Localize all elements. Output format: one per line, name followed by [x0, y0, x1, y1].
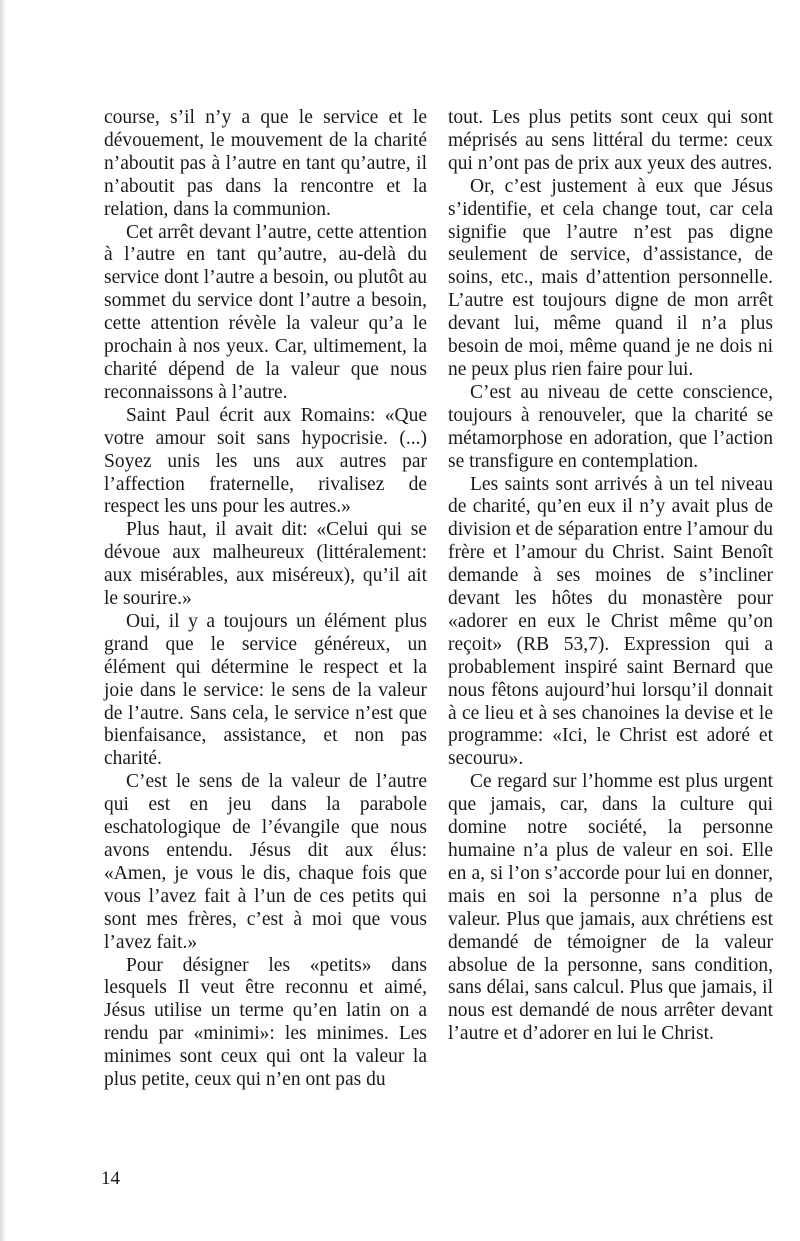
- paragraph: Cet arrêt devant l’autre, cette attention à l’autre en tant qu’autre, au-delà du service dont l’autre a besoin, ou plutôt au sommet du service dont l’autre a besoin, cette attention révèle la valeur qu’a le prochain à nos yeux. Car, ultimement, la charité dépend de la valeur que nous reconnaissons à l’autre.: [104, 221, 427, 403]
- paragraph: Ce regard sur l’homme est plus urgent que jamais, car, dans la culture qui domine notre société, la personne humaine n’a plus de valeur en soi. Elle en a, si l’on s’accorde pour lui en donner, mais en soi la personne n’a plus de valeur. Plus que jamais, aux chrétiens est demandé de témoigner de la valeur absolue de la personne, sans condition, sans délai, sans calcul. Plus que jamais, il nous est demandé de nous arrêter devant l’autre et d’adorer en lui le Christ.: [448, 771, 773, 1045]
- paragraph: Oui, il y a toujours un élément plus grand que le service généreux, un élément qui détermine le respect et la joie dans le service: le sens de la valeur de l’autre. Sans cela, le service n’est que bienfaisance, assistance, et non pas charité.: [104, 610, 427, 770]
- left-text-column: [104, 107, 427, 1092]
- paragraph: Saint Paul écrit aux Romains: «Que votre amour soit sans hypocrisie. (...) Soyez unis les uns aux autres par l’affection fraternelle, rivalisez de respect les uns pour les autres.»: [104, 404, 427, 518]
- paragraph: C’est le sens de la valeur de l’autre qui est en jeu dans la parabole eschatologique de l’évangile que nous avons entendu. Jésus dit aux élus: «Amen, je vous le dis, chaque fois que vous l’avez fait à l’un de ces petits qui sont mes frères, c’est à moi que vous l’avez fait.»: [104, 771, 427, 953]
- paragraph: Plus haut, il avait dit: «Celui qui se dévoue aux malheureux (littéralement: aux misérables, aux miséreux), qu’il ait le sourire.»: [104, 519, 427, 610]
- paragraph: Or, c’est justement à eux que Jésus s’identifie, et cela change tout, car cela signifie que l’autre n’est pas digne seulement de service, d’assistance, de soins, etc., mais d’attention personnelle. L’autre est toujours digne de mon arrêt devant lui, même quand il n’a plus besoin de moi, même quand je ne dois ni ne peux plus rien faire pour lui.: [448, 175, 773, 380]
- paragraph: Les saints sont arrivés à un tel niveau de charité, qu’en eux il n’y avait plus de division et de séparation entre l’amour du frère et l’amour du Christ. Saint Benoît demande à ses moines de s’incliner devant les hôtes du monastère pour «adorer en eux le Christ même qu’on reçoit» (RB 53,7). Expression qui a probablement inspiré saint Bernard que nous fêtons aujourd’hui lorsqu’il donnait à ce lieu et à ses chanoines la devise et le programme: «Ici, le Christ est adoré et secouru».: [448, 473, 773, 770]
- scan-edge-shadow: [0, 0, 6, 1241]
- page-number: 14: [101, 1168, 120, 1189]
- paragraph-continued: tout. Les plus petits sont ceux qui sont méprisés au sens littéral du terme: ceux qui n’ont pas de prix aux yeux des autres.: [448, 107, 773, 174]
- paragraph: Pour désigner les «petits» dans lesquels Il veut être reconnu et aimé, Jésus utilise un terme qu’en latin on a rendu par «minimi»: les minimes. Les minimes sont ceux qui ont la valeur la plus petite, ceux qui n’en ont pas du: [104, 954, 427, 1091]
- paragraph-continued: course, s’il n’y a que le service et le dévouement, le mouvement de la charité n’aboutit pas à l’autre en tant qu’autre, il n’aboutit pas dans la rencontre et la relation, dans la communion.: [104, 107, 427, 220]
- right-text-column: [448, 107, 773, 1046]
- paragraph: C’est au niveau de cette conscience, toujours à renouveler, que la charité se métamorphose en adoration, que l’action se transfigure en contemplation.: [448, 381, 773, 472]
